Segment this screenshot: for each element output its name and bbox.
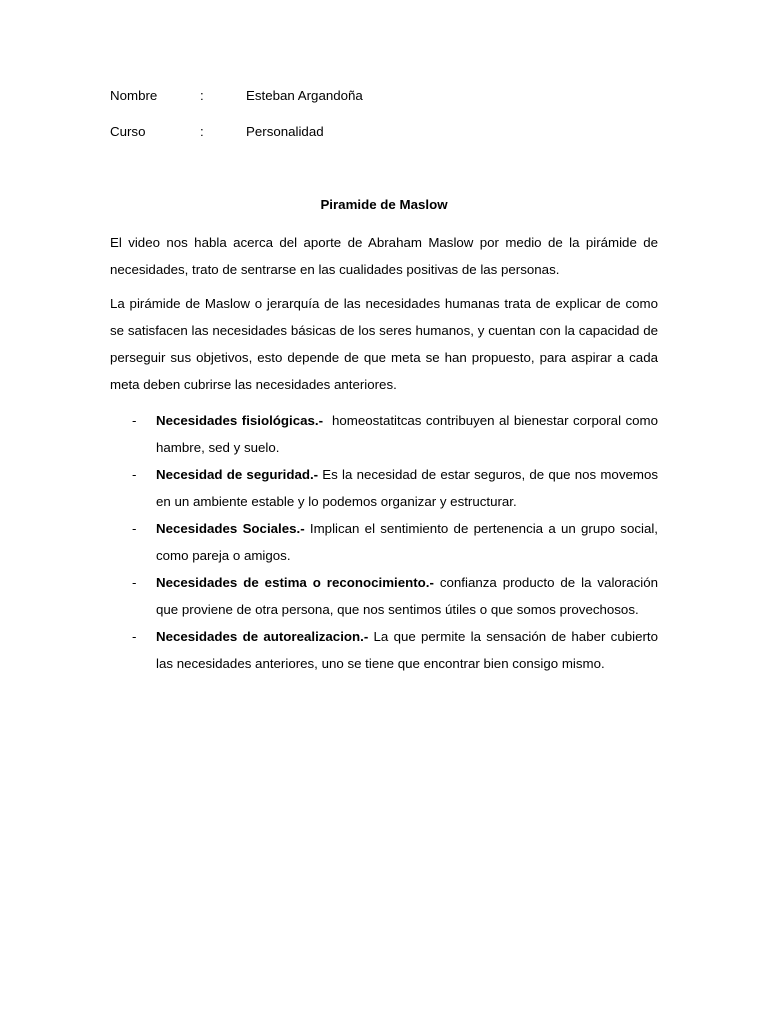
list-item [110,461,658,515]
course-value: Personalidad [246,124,324,139]
course-separator: : [200,124,204,139]
document-title: Piramide de Maslow [320,197,448,212]
intro-paragraph: El video nos habla acerca del aporte de Abraham Maslow por medio de la pirámide de necesidades, trato de sentrarse en las cualidades positivas de las personas. [110,235,658,277]
need-description: homeostatitcas contribuyen al bienestar corporal como hambre, sed y suelo. [156,413,662,455]
name-separator: : [200,88,204,103]
need-term: Necesidades fisiológicas.- [156,413,324,428]
course-label: Curso [110,124,146,139]
need-term: Necesidades de autorealizacion.- [156,629,369,644]
list-item [110,569,658,623]
list-bullet: - [132,413,137,428]
need-description: La que permite la sensación de haber cubierto las necesidades anteriores, uno se tiene que encontrar bien consigo mismo. [156,629,658,671]
list-bullet: - [132,521,137,536]
need-term: Necesidades Sociales.- [156,521,305,536]
list-bullet: - [132,575,137,590]
pyramid-paragraph: La pirámide de Maslow o jerarquía de las necesidades humanas trata de explicar de como se satisfacen las necesidades básicas de los seres humanos, y cuentan con la capacidad de perseguir sus objetivos, esto depende de que meta se han propuesto, para aspirar a cada meta deben cubrirse las necesidades anteriores. [110,296,658,392]
document-page [110,0,662,1024]
need-term: Necesidad de seguridad.- [156,467,319,482]
list-bullet: - [132,629,137,644]
list-item [110,407,662,461]
need-term: Necesidades de estima o reconocimiento.- [156,575,434,590]
list-item [110,515,658,569]
name-value: Esteban Argandoña [246,88,363,103]
needs-list [110,407,662,677]
need-description: confianza producto de la valoración que proviene de otra persona, que nos sentimos útiles o que somos provechosos. [156,575,659,617]
name-label: Nombre [110,88,158,103]
list-bullet: - [132,467,137,482]
need-description: Es la necesidad de estar seguros, de que nos movemos en un ambiente estable y lo podemos organizar y estructurar. [156,467,658,509]
list-item [110,623,658,677]
need-description: Implican el sentimiento de pertenencia a un grupo social, como pareja o amigos. [156,521,658,563]
